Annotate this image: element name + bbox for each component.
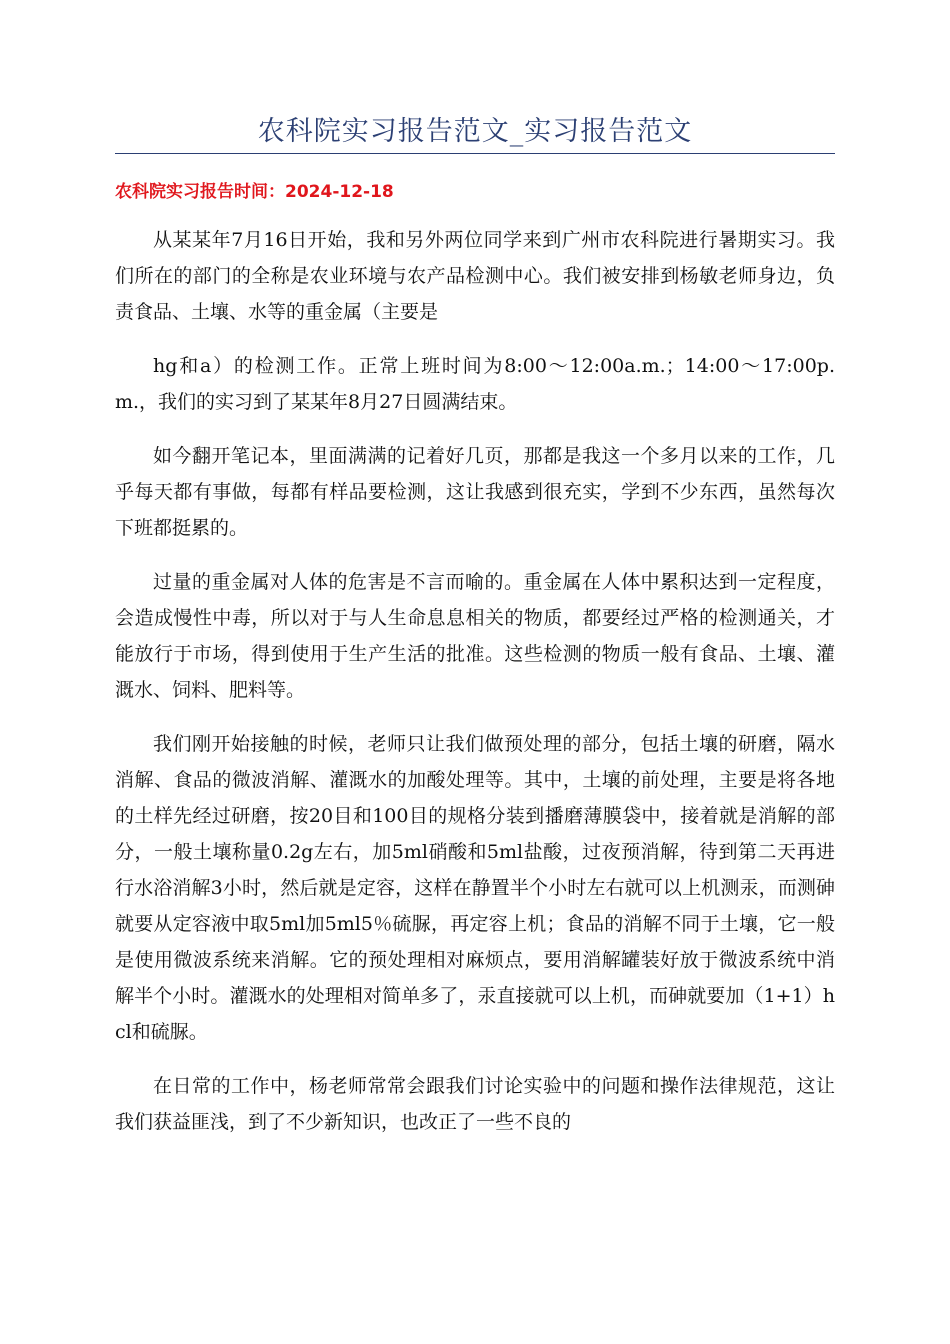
report-date-value: 2024-12-18 [285,182,394,202]
paragraph-3: 如今翻开笔记本，里面满满的记着好几页，那都是我这一个多月以来的工作，几乎每天都有事做，每都有样品要检测，这让我感到很充实，学到不少东西，虽然每次下班都挺累的。 [115,445,835,539]
paragraph-6: 在日常的工作中，杨老师常常会跟我们讨论实验中的问题和操作法律规范，这让我们获益匪浅，到了不少新知识，也改正了一些不良的 [115,1075,835,1133]
paragraph-4: 过量的重金属对人体的危害是不言而喻的。重金属在人体中累积达到一定程度，会造成慢性中毒，所以对于与人生命息息相关的物质，都要经过严格的检测通关，才能放行于市场，得到使用于生产生活的批准。这些检测的物质一般有食品、土壤、灌溉水、饲料、肥料等。 [115,571,835,701]
report-date-label: 农科院实习报告时间： [115,182,285,202]
paragraph-1: 从某某年7月16日开始，我和另外两位同学来到广州市农科院进行暑期实习。我们所在的部门的全称是农业环境与农产品检测中心。我们被安排到杨敏老师身边，负责食品、土壤、水等的重金属（主要是 [115,229,835,323]
paragraph-5: 我们刚开始接触的时候，老师只让我们做预处理的部分，包括土壤的研磨，隔水消解、食品的微波消解、灌溉水的加酸处理等。其中，土壤的前处理，主要是将各地的土样先经过研磨，按20目和100目的规格分装到播磨薄膜袋中，接着就是消解的部分，一般土壤称量0.2g左右，加5ml硝酸和5ml盐酸，过夜预消解，待到第二天再进行水浴消解3小时，然后就是定容，这样在静置半个小时左右就可以上机测汞，而测砷就要从定容液中取5ml加5ml5％硫脲，再定容上机；食品的消解不同于土壤，它一般是使用微波系统来消解。它的预处理相对麻烦点，要用消解罐装好放于微波系统中消解半个小时。灌溉水的处理相对简单多了，汞直接就可以上机，而砷就要加（1+1）hcl和硫脲。 [115,733,835,1043]
document-title: 农科院实习报告范文_实习报告范文 [257,116,693,147]
report-date-line [115,178,394,206]
document-body [115,222,835,1158]
paragraph-2: hg和a）的检测工作。正常上班时间为8:00～12:00a.m.；14:00～17:00p.m.，我们的实习到了某某年8月27日圆满结束。 [115,355,835,413]
title-divider [115,153,835,154]
